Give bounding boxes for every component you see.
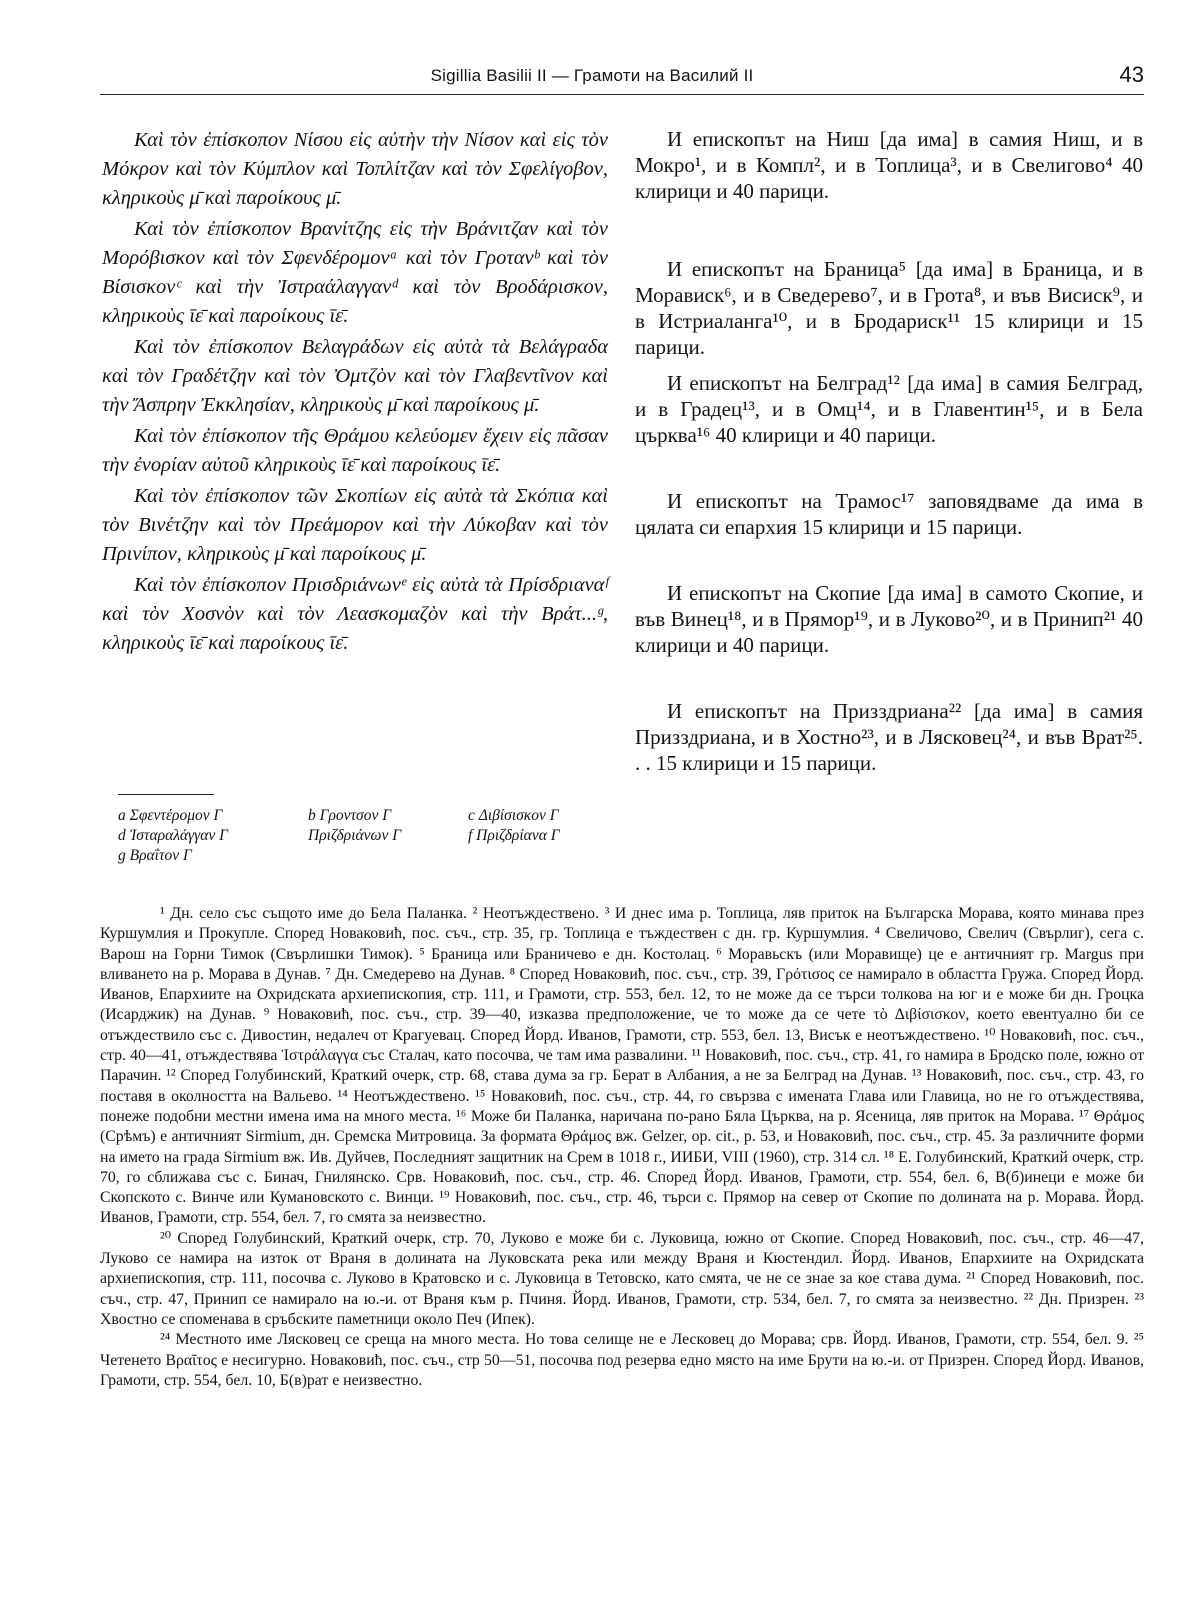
footnote-block: ¹ Дн. село със същото име до Бела Паланка. ² Неотъждествено. ³ И днес има р. Топлица, ляв приток на Българска Морава, която минава през Куршумлия и Прокупле. Според Новаковић, пос. съч., стр. 35, гр. Топлица е тъждествен с дн. гр. Куршумлия. ⁴ Свеличово, Свелич (Свърлиг), сега с. Варош на Горни Тимок (Свърлишки Тимок). ⁵ Браница или Браничево е дн. Костолац. ⁶ Моравьскъ (или Моравище) це е античният гр. Margus при вливането на р. Морава в Дунав. ⁷ Дн. Смедерево на Дунав. ⁸ Според Новаковић, пос. съч., стр. 39, Γρότισος се намирало в областта Гружа. Според Йорд. Иванов, Епархиите на Охридската архиепископия, стр. 111, и Грамоти, стр. 553, бел. 12, то не може да се търси толкова на юг и е може би дн. Гроцка (Исарджик) на Дунав. ⁹ Новаковић, пос. съч., стр. 39—40, изказва предположение, че то може да се чете τὸ Διβίσισκον, което евентуално би се отъждествило със с. Дивостин, недалеч от Крагуевац. Според Йорд. Иванов, Грамоти, стр. 553, бел. 13, Висък е неотъждествено. ¹⁰ Новаковић, пос. съч., стр. 40—41, отъждествява Ἰστράλαγγα със Сталач, като посочва, че там има развалини. ¹¹ Новаковић, пос. съч., стр. 41, го намира в Бродско поле, южно от Парачин. ¹² Според Голубинский, Краткий очерк, стр. 68, става дума за гр. Берат в Албания, а не за Белград на Дунав. ¹³ Новаковић, пос. съч., стр. 43, го поставя в околността на Вальево. ¹⁴ Неотъждествено. ¹⁵ Новаковић, пос. съч., стр. 44, го свързва с имената Глава или Главица, но не го отъждествява, понеже подобни местни имена има на много места. ¹⁶ Може би Паланка, наричана по-рано Бяла Църква, на р. Ясеница, ляв приток на Морава. ¹⁷ Θράμος (Срѣмъ) е античният Sirmium, дн. Сремска Митровица. За формата Θράμος вж. Gelzer, op. cit., p. 53, и Новаковић, пос. съч., стр. 45. За различните форми на името на града Sirmium вж. Ив. Дуйчев, Последният защитник на Срем в 1018 г., ИИБИ, VIII (1960), стр. 314 сл. ¹⁸ Е. Голубинский, Краткий очерк, стр. 70, го сближава със с. Бинач, Гнилянско. Срв. Новаковић, пос. съч., стр. 46. Според Йорд. Иванов, Грамоти, стр. 554, бел. 6, В(б)инеци е може би Скопското с. Винче или Кумановското с. Винци. ¹⁹ Новаковић, пос. съч., стр. 46, търси с. Прямор на север от Скопие по долината на р. Морава. Йорд. Иванов, Грамоти, стр. 554, бел. 7, го смята за неизвестно. — [100, 905, 1144, 1227]
bulgarian-paragraph: И епископът на Скопие [да има] в самото Скопие, и във Винец¹⁸, и в Прямор¹⁹, и в Луково²⁰, и в Принип²¹ 40 клирици и 40 парици. — [635, 581, 1143, 657]
bulgarian-paragraph: И епископът на Ниш [да има] в самия Ниш, и в Мокро¹, и в Компл², и в Топлица³, и в Свелигово⁴ 40 клирици и 40 парици. — [635, 127, 1143, 203]
greek-paragraph: Καὶ τὸν ἐπίσκοπον Πρισδριάνωνᵉ εἰς αὐτὰ τὰ Πρίσδριαναᶠ καὶ τὸν Χοσνὸν καὶ τὸν Λεασκομαζὸν καὶ τὴν Βράτ...ᵍ, κληρικοὺς ῑε̄ καὶ παροίκους ῑε̄. — [102, 574, 608, 654]
variant-reading: f Πριζδρίανα Γ — [468, 827, 560, 844]
variant-reading: g Βραΐτον Γ — [118, 847, 192, 864]
greek-paragraph: Καὶ τὸν ἐπίσκοπον Βρανίτζης εἰς τὴν Βράνιτζαν καὶ τὸν Μορόβισκον καὶ τὸν Σφενδέρομονᵃ καὶ τὸν Γροτανᵇ καὶ τὸν Βίσισκονᶜ καὶ τὴν Ἰστραάλαγγανᵈ καὶ τὸν Βροδάρισκον, κληρικοὺς ῑε̄ καὶ παροίκους ῑε̄. — [102, 218, 608, 327]
bulgarian-paragraph: И епископът на Трамос¹⁷ заповядваме да има в цялата си епархия 15 клирици и 15 парици. — [635, 489, 1143, 539]
bulgarian-translation-column — [635, 126, 1143, 776]
greek-paragraph: Καὶ τὸν ἐπίσκοπον τῆς Θράμου κελεύομεν ἔχειν εἰς πᾶσαν τὴν ἐνορίαν αὐτοῦ κληρικοὺς ῑε̄ καὶ παροίκους ῑε̄. — [102, 425, 608, 476]
running-title: Sigillia Basilii II — Грамоти на Василий II — [430, 66, 754, 85]
bulgarian-paragraph: И епископът на Браница⁵ [да има] в Браница, и в Морависк⁶, и в Сведерево⁷, и в Грота⁸, и във Висиск⁹, и в Истриаланга¹⁰, и в Бродариск¹¹ 15 клирици и 15 парици. — [635, 257, 1143, 359]
variant-reading: b Γροντσον Γ — [308, 807, 392, 824]
greek-paragraph: Καὶ τὸν ἐπίσκοπον Νίσου εἰς αὐτὴν τὴν Νίσον καὶ εἰς τὸν Μόκρον καὶ τὸν Κύμπλον καὶ Τοπλίτζαν καὶ τὸν Σφελίγοβον, κληρικοὺς μ̄ καὶ παροίκους μ̄. — [102, 129, 608, 209]
bulgarian-paragraph: И епископът на Белград¹² [да има] в самия Белград, и в Градец¹³, и в Омц¹⁴, и в Главентин¹⁵, и в Бела църква¹⁶ 40 клирици и 40 парици. — [635, 371, 1143, 447]
variant-reading: d Ἰσταραλάγγαν Γ — [118, 827, 228, 844]
header-rule — [100, 94, 1144, 95]
page-header — [100, 62, 1144, 98]
apparatus-rule — [118, 794, 214, 795]
footnotes — [100, 904, 1144, 1391]
bulgarian-paragraph: И епископът на Призздриана²² [да има] в самия Призздриана, и в Хостно²³, и в Лясковец²⁴, и във Врат²⁵. . . 15 клирици и 15 парици. — [635, 699, 1143, 775]
footnote-block: ²⁰ Според Голубинский, Краткий очерк, стр. 70, Луково е може би с. Луковица, южно от Скопие. Според Новаковић, пос. съч., стр. 46—47, Луково се намира на изток от Враня в долината на Луковската река или между Враня и Кюстендил. Йорд. Иванов, Епархиите на Охридската архиепископия, стр. 111, посочва с. Луково в Кратовско и с. Луковица в Тетовско, като смята, че не се знае за кое става дума. ²¹ Според Новаковић, пос. съч., стр. 47, Принип се намирало на ю.-и. от Враня към р. Пчиня. Йорд. Иванов, Грамоти, стр. 534, бел. 7, го смята за неизвестно. ²² Дн. Призрен. ²³ Хвостно се споменава в сръбските паметници около Печ (Ипек). — [100, 1229, 1144, 1328]
variant-reading: Πριζδριάνων Γ — [308, 827, 402, 844]
critical-apparatus — [118, 806, 638, 866]
page-number: 43 — [1119, 62, 1144, 87]
footnote-block: ²⁴ Местното име Лясковец се среща на много места. Но това селище не е Лесковец до Морава; срв. Йорд. Иванов, Грамоти, стр. 554, бел. 9. ²⁵ Четенето Βραῖτος е несигурно. Новаковић, пос. съч., стр 50—51, посочва под резерва едно място на име Брути на ю.-и. от Призрен. Според Йорд. Иванов, Грамоти, стр. 554, бел. 10, Б(в)рат е неизвестно. — [100, 1331, 1144, 1389]
greek-text-column — [102, 126, 608, 660]
greek-paragraph: Καὶ τὸν ἐπίσκοπον Βελαγράδων εἰς αὐτὰ τὰ Βελάγραδα καὶ τὸν Γραδέτζην καὶ τὸν Ὀμτζὸν καὶ τὸν Γλαβεντῖνον καὶ τὴν Ἄσπρην Ἐκκλησίαν, κληρικοὺς μ̄ καὶ παροίκους μ̄. — [102, 336, 608, 416]
variant-reading: c Διβίσισκον Γ — [468, 807, 559, 824]
greek-paragraph: Καὶ τὸν ἐπίσκοπον τῶν Σκοπίων εἰς αὐτὰ τὰ Σκόπια καὶ τὸν Βινέτζην καὶ τὸν Πρεάμορον καὶ τὴν Λύκοβαν καὶ τὸν Πρινίπον, κληρικοὺς μ̄ καὶ παροίκους μ̄. — [102, 485, 608, 565]
variant-reading: a Σφεντέρομον Γ — [118, 807, 223, 824]
